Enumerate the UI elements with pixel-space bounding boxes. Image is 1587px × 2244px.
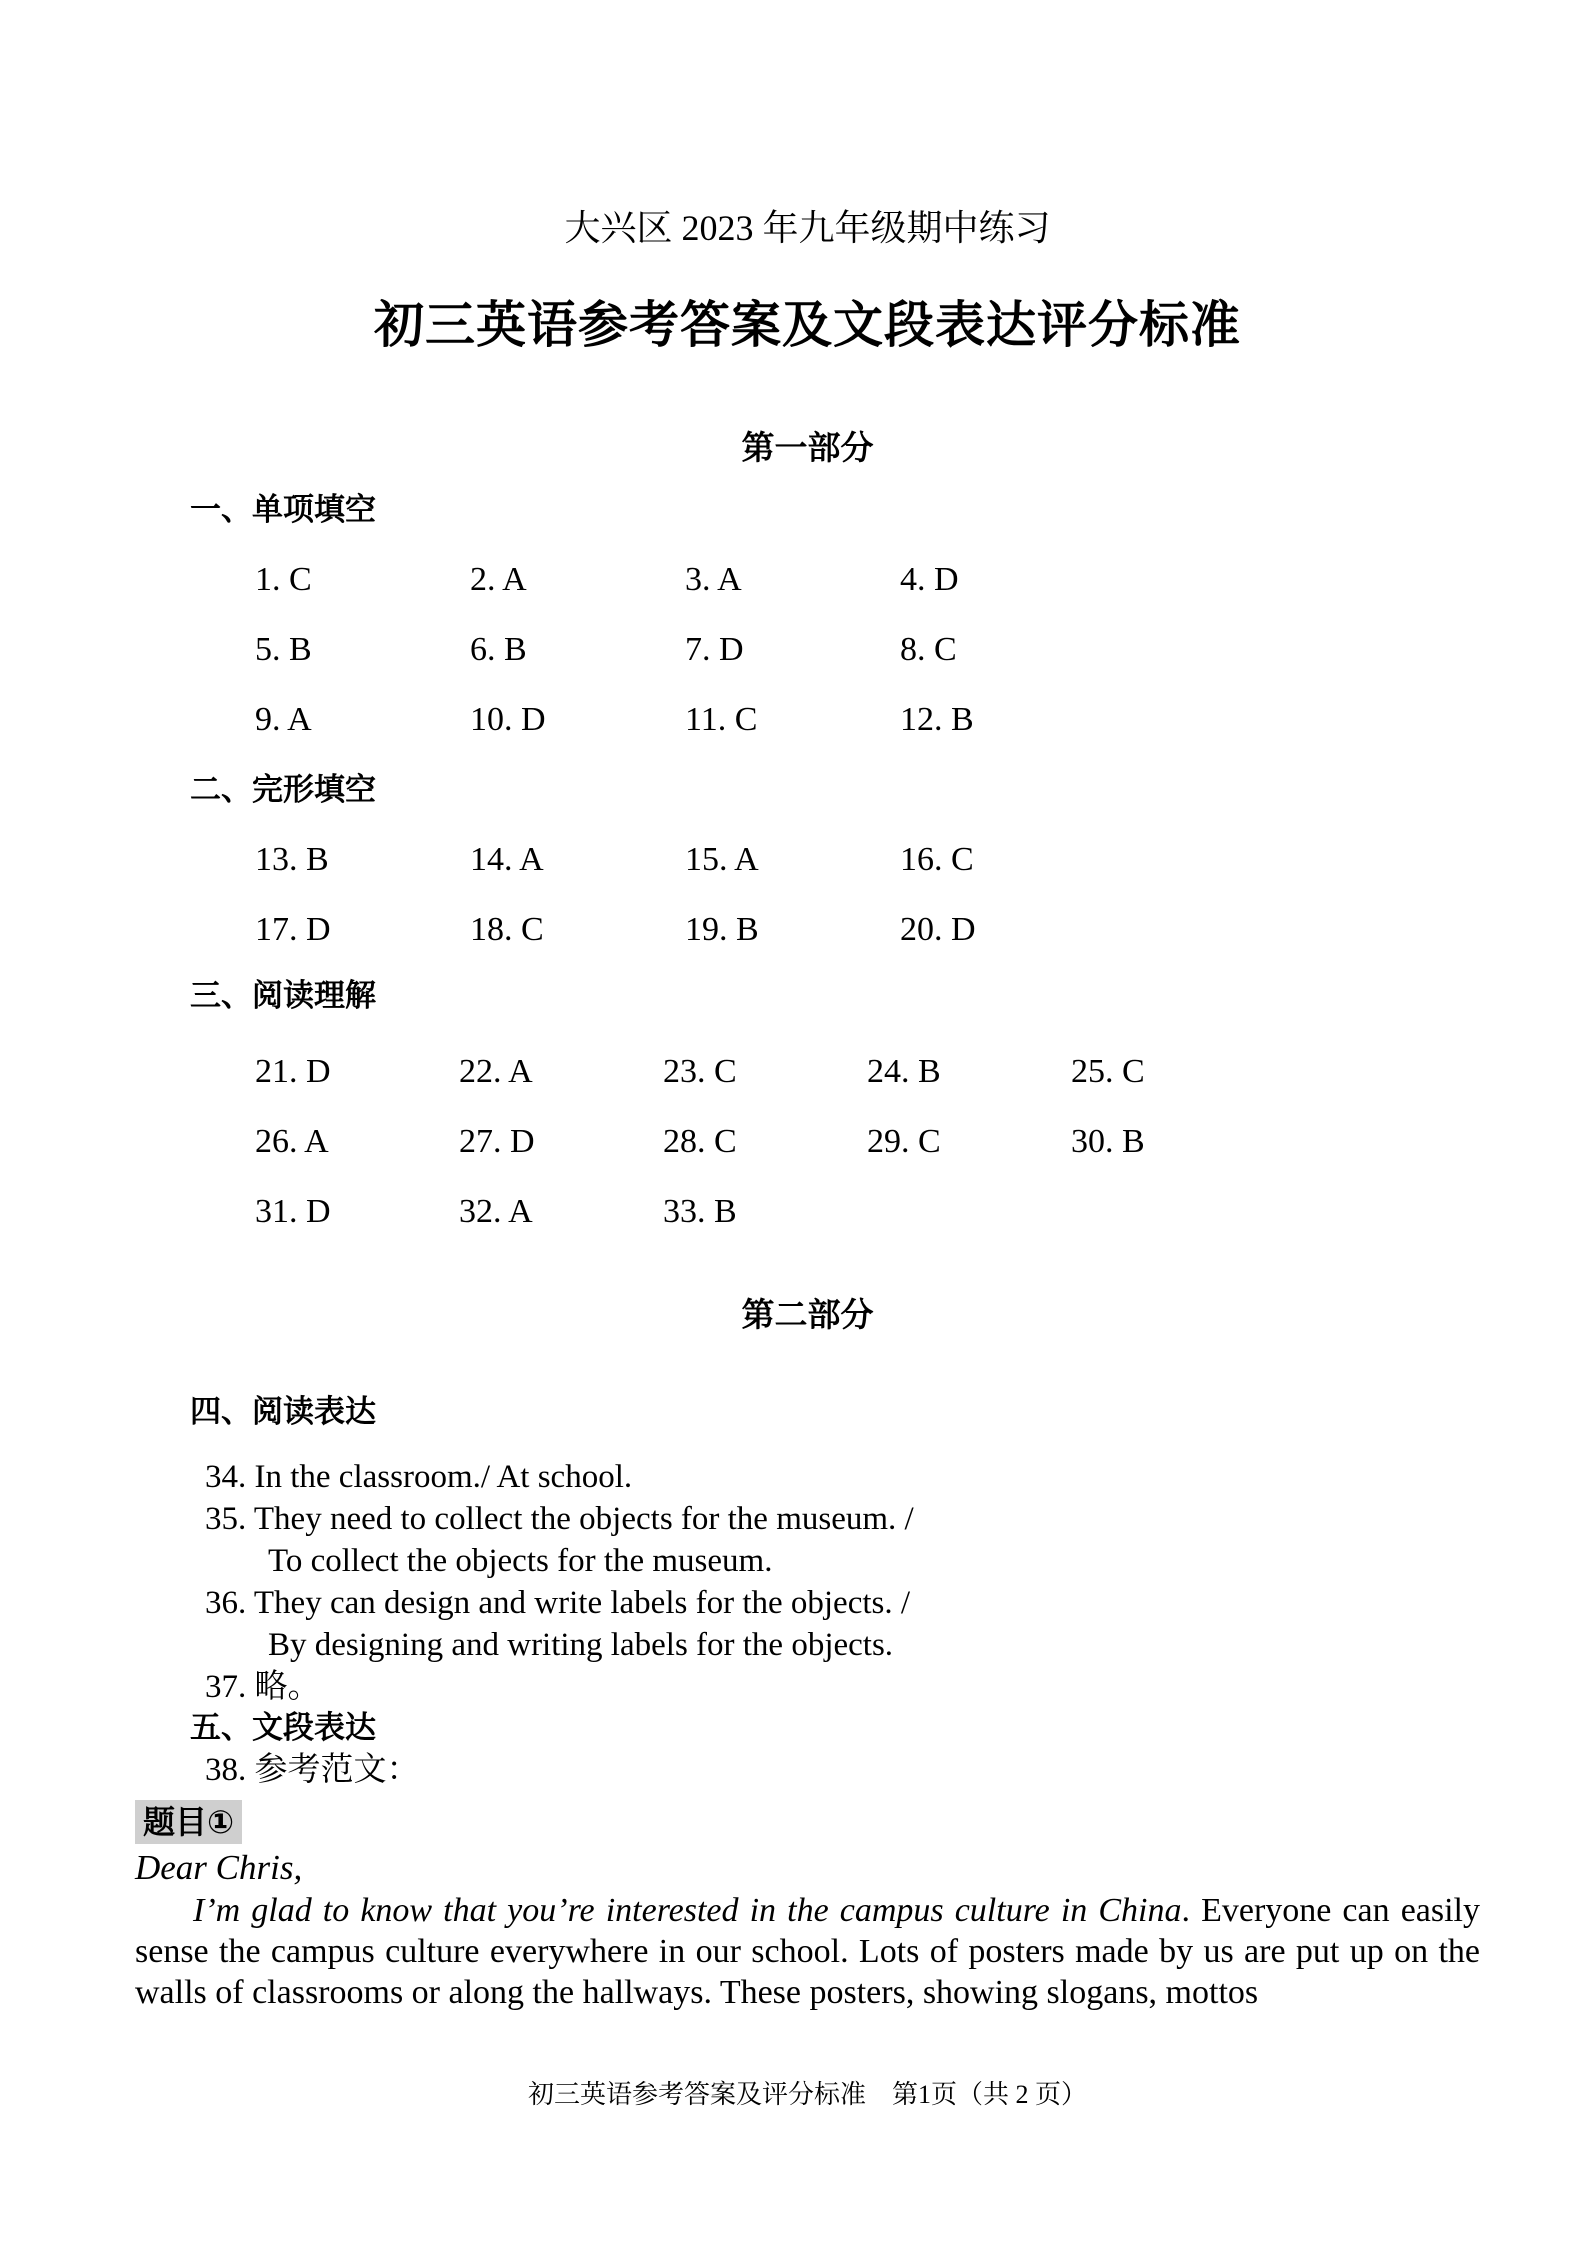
answer-item: 16. C [900, 841, 974, 878]
answer-item: 1. C [255, 561, 312, 598]
answer-item: 15. A [685, 841, 759, 878]
answer-item: 30. B [1071, 1123, 1145, 1160]
answer-item: 12. B [900, 701, 974, 738]
answer-item: 8. C [900, 631, 957, 668]
exam-title: 大兴区 2023 年九年级期中练习 [564, 208, 1051, 248]
answer-item: 6. B [470, 631, 527, 668]
answer-item: 26. A [255, 1123, 329, 1160]
reading-answer-continuation: By designing and writing labels for the objects. [268, 1627, 894, 1663]
reading-answer-line: 35. They need to collect the objects for the museum. / [205, 1501, 914, 1537]
section-title-cloze: 二、完形填空 [190, 772, 376, 807]
answer-row [255, 1194, 867, 1230]
answer-row [255, 1124, 1275, 1160]
section-title-single-choice: 一、单项填空 [190, 492, 376, 527]
answer-item: 2. A [470, 561, 527, 598]
essay-salutation: Dear Chris, [135, 1848, 303, 1887]
answer-item: 27. D [459, 1123, 535, 1160]
answer-item: 22. A [459, 1053, 533, 1090]
essay-paragraph [135, 1890, 1480, 2013]
answer-item: 24. B [867, 1053, 941, 1090]
answer-item: 19. B [685, 911, 759, 948]
section-title-reading-expression: 四、阅读表达 [190, 1394, 376, 1429]
answer-row [255, 702, 1115, 738]
answer-item: 20. D [900, 911, 976, 948]
answer-item: 4. D [900, 561, 959, 598]
answer-item: 18. C [470, 911, 544, 948]
answer-item: 9. A [255, 701, 312, 738]
answer-item: 10. D [470, 701, 546, 738]
answer-row [255, 632, 1115, 668]
answer-item: 23. C [663, 1053, 737, 1090]
reading-answer-continuation: To collect the objects for the museum. [268, 1543, 773, 1579]
answer-row [255, 1054, 1275, 1090]
page-footer: 初三英语参考答案及评分标准 第1页（共 2 页） [527, 2080, 1087, 2109]
essay-lead-italic: I’m glad to know that you’re interested in the campus culture in China [193, 1892, 1182, 1929]
answer-item: 21. D [255, 1053, 331, 1090]
topic-1-highlight-label: 题目① [135, 1800, 242, 1844]
answer-item: 7. D [685, 631, 744, 668]
answer-row [255, 842, 1115, 878]
part-two-heading: 第二部分 [741, 1296, 874, 1333]
page-title: 初三英语参考答案及文段表达评分标准 [374, 297, 1241, 353]
answer-item: 14. A [470, 841, 544, 878]
section-title-reading-comprehension: 三、阅读理解 [190, 978, 376, 1013]
answer-item: 13. B [255, 841, 329, 878]
reading-answers-block [205, 1456, 914, 1708]
essay-body-text: . Everyone can easily sense the campus culture everywhere in our school. Lots of posters made by us are put up on the walls of classrooms or along the hallways. These posters, showing slogans, mottos [135, 1892, 1481, 2011]
reading-answer-line: 34. In the classroom./ At school. [205, 1459, 633, 1495]
answer-item: 17. D [255, 911, 331, 948]
answer-item: 11. C [685, 701, 758, 738]
sample-essay-label: 38. 参考范文： [205, 1752, 420, 1788]
answer-item: 25. C [1071, 1053, 1145, 1090]
answer-item: 33. B [663, 1193, 737, 1230]
reading-answer-line: 36. They can design and write labels for the objects. / [205, 1585, 911, 1621]
answer-row [255, 912, 1115, 948]
answer-item: 28. C [663, 1123, 737, 1160]
part-one-heading: 第一部分 [741, 429, 874, 466]
answer-item: 32. A [459, 1193, 533, 1230]
section-title-paragraph-writing: 五、文段表达 [190, 1710, 376, 1745]
answer-item: 3. A [685, 561, 742, 598]
answer-item: 5. B [255, 631, 312, 668]
reading-answer-line: 37. 略。 [205, 1669, 321, 1705]
answer-item: 31. D [255, 1193, 331, 1230]
answer-item: 29. C [867, 1123, 941, 1160]
answer-row [255, 562, 1115, 598]
